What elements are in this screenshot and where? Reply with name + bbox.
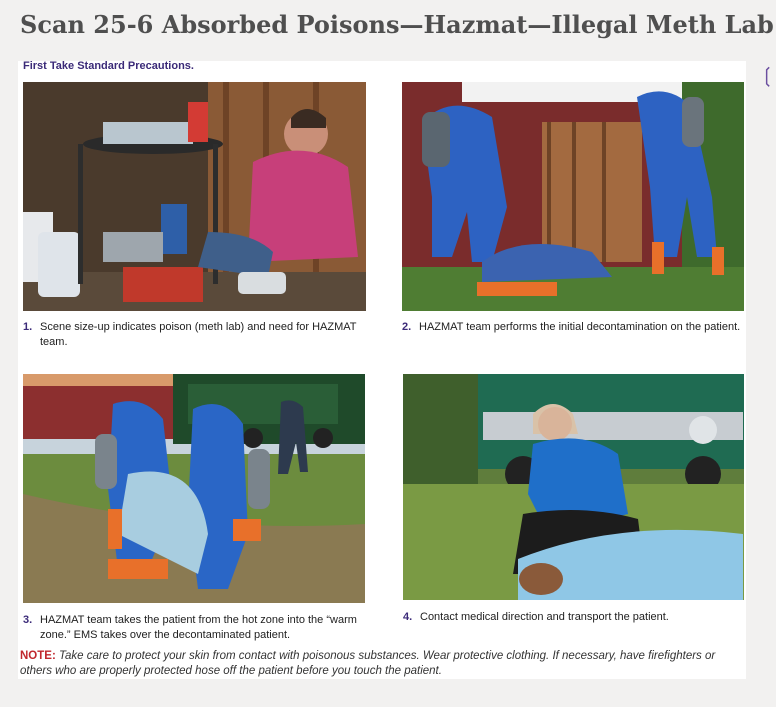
step-text: HAZMAT team takes the patient from the hot zone into the “warm zone.” EMS takes over the decontaminated patient.: [40, 614, 357, 641]
step-number: 1.: [23, 321, 33, 333]
photo-initial-decon: [402, 82, 744, 311]
photo-warm-zone: [23, 374, 365, 603]
step-text: HAZMAT team performs the initial decontamination on the patient.: [419, 321, 741, 333]
page-title: Scan 25-6 Absorbed Poisons—Hazmat—Illegal Meth Lab: [20, 10, 774, 39]
photo-scene-size-up: [23, 82, 366, 311]
note-text: Take care to protect your skin from contact with poisonous substances. Wear protective clothing. If necessary, have firefighters or others who are properly protected hose off the patient before you touch the patient.: [20, 650, 716, 677]
caption-step-3: [23, 613, 368, 643]
caption-step-1: [23, 320, 363, 350]
safety-note: [20, 649, 748, 679]
step-text: Contact medical direction and transport the patient.: [420, 611, 669, 623]
note-label: NOTE:: [20, 650, 56, 662]
step-number: 3.: [23, 614, 33, 626]
step-text: Scene size-up indicates poison (meth lab) and need for HAZMAT team.: [40, 321, 357, 348]
caption-step-4: [403, 610, 743, 625]
precautions-heading: First Take Standard Precautions.: [23, 60, 194, 72]
step-number: 4.: [403, 611, 413, 623]
caption-step-2: [402, 320, 742, 335]
photo-contact-medical-direction: [403, 374, 744, 600]
step-number: 2.: [402, 321, 412, 333]
page-edge-icon: ❲: [759, 65, 776, 87]
